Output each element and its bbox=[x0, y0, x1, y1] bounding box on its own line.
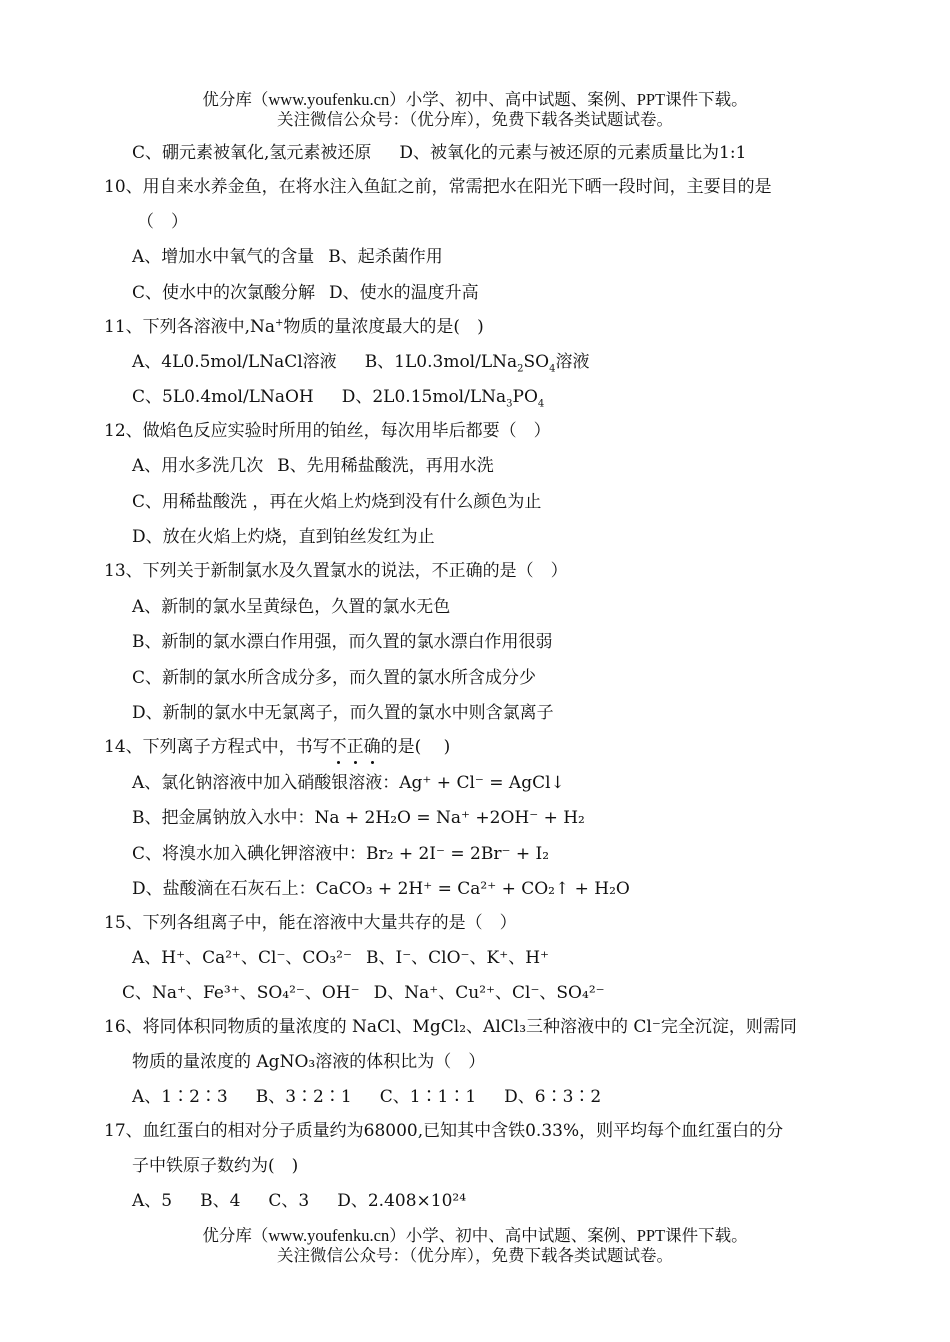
q13-option-d: D、新制的氯水中无氯离子，而久置的氯水中则含氯离子 bbox=[132, 703, 554, 723]
q15-option-b: B、I⁻、ClO⁻、K⁺、H⁺ bbox=[365, 948, 549, 968]
q10-option-c: C、使水中的次氯酸分解 bbox=[132, 283, 316, 303]
footer-line-1: 优分库（www.youfenku.cn）小学、初中、高中试题、案例、PPT课件下载。 bbox=[202, 1226, 748, 1245]
q15-option-c: C、Na⁺、Fe³⁺、SO₄²⁻、OH⁻ bbox=[122, 983, 360, 1003]
emphasis-dot: 不 bbox=[329, 737, 347, 757]
q16-stem-line-1: 16、将同体积同物质的量浓度的 NaCl、MgCl₂、AlCl₃三种溶液中的 Cl⁻完全沉淀，则需同 bbox=[104, 1017, 797, 1037]
q10-stem: 10、用自来水养金鱼，在将水注入鱼缸之前，常需把水在阳光下晒一段时间，主要目的是 bbox=[104, 177, 772, 197]
q9-option-c: C、硼元素被氧化,氢元素被还原 bbox=[132, 143, 372, 163]
q17-option-d: D、2.408×10²⁴ bbox=[337, 1191, 467, 1211]
q17-option-c: C、3 bbox=[268, 1191, 310, 1211]
q16-option-d: D、6∶3∶2 bbox=[504, 1087, 602, 1107]
q12-option-a: A、用水多洗几次 bbox=[132, 456, 264, 476]
q16-option-b: B、3∶2∶1 bbox=[255, 1087, 352, 1107]
q10-option-a: A、增加水中氧气的含量 bbox=[132, 247, 315, 267]
q17-stem-line-2: 子中铁原子数约为( ) bbox=[132, 1156, 299, 1176]
q10-option-b: B、起杀菌作用 bbox=[328, 247, 443, 267]
q10-paren: （ ） bbox=[137, 212, 188, 232]
q17-stem-line-1: 17、血红蛋白的相对分子质量约为68000,已知其中含铁0.33%，则平均每个血红蛋白的分 bbox=[104, 1121, 784, 1141]
q14-option-b: B、把金属钠放入水中：Na + 2H₂O = Na⁺ +2OH⁻ + H₂ bbox=[132, 808, 585, 828]
q11-options-ab bbox=[132, 351, 589, 373]
q16-option-c: C、1∶1∶1 bbox=[379, 1087, 477, 1107]
q16-stem-line-2: 物质的量浓度的 AgNO₃溶液的体积比为（ ） bbox=[132, 1052, 486, 1072]
q10-option-d: D、使水的温度升高 bbox=[329, 283, 479, 303]
q14-option-a: A、氯化钠溶液中加入硝酸银溶液：Ag⁺ + Cl⁻ = AgCl↓ bbox=[132, 773, 565, 793]
q12-options-ab bbox=[132, 455, 494, 477]
q15-option-a: A、H⁺、Ca²⁺、Cl⁻、CO₃²⁻ bbox=[132, 948, 352, 968]
q13-option-b: B、新制的氯水漂白作用强，而久置的氯水漂白作用很弱 bbox=[132, 632, 553, 652]
q12-stem: 12、做焰色反应实验时所用的铂丝，每次用毕后都要（ ） bbox=[104, 421, 551, 441]
header-line-2: 关注微信公众号：（优分库），免费下载各类试题试卷。 bbox=[277, 110, 673, 129]
emphasis-dot: 确 bbox=[363, 737, 381, 757]
q13-option-c: C、新制的氯水所含成分多，而久置的氯水所含成分少 bbox=[132, 668, 537, 688]
q14-stem: 14、下列离子方程式中，书写不正确的是( ) bbox=[104, 737, 451, 757]
q11-option-b: B、$1L0.3mol/LNa_2SO_4$溶液 bbox=[364, 352, 590, 375]
q9-option-d: D、被氧化的元素与被还原的元素质量比为1:1 bbox=[399, 143, 747, 163]
q11-option-c: C、5L0.4mol/LNaOH bbox=[132, 387, 314, 407]
q11-stem: 11、下列各溶液中,Na+物质的量浓度最大的是( ) bbox=[104, 317, 484, 337]
q16-options bbox=[132, 1086, 601, 1108]
q13-option-a: A、新制的氯水呈黄绿色，久置的氯水无色 bbox=[132, 597, 451, 617]
q12-option-d: D、放在火焰上灼烧，直到铂丝发红为止 bbox=[132, 527, 435, 547]
q11-option-a: A、4L0.5mol/LNaCl溶液 bbox=[132, 352, 337, 372]
q16-option-a: A、1∶2∶3 bbox=[132, 1087, 228, 1107]
q13-stem: 13、下列关于新制氯水及久置氯水的说法，不正确的是（ ） bbox=[104, 561, 568, 581]
q10-options-cd bbox=[132, 282, 479, 304]
q15-stem: 15、下列各组离子中，能在溶液中大量共存的是（ ） bbox=[104, 913, 517, 933]
q15-option-d: D、Na⁺、Cu²⁺、Cl⁻、SO₄²⁻ bbox=[373, 983, 605, 1003]
q12-option-b: B、先用稀盐酸洗，再用水洗 bbox=[277, 456, 494, 476]
q11-options-cd bbox=[132, 386, 544, 408]
q11-option-d: D、$2L0.15mol/LNa_3PO_4$ bbox=[341, 387, 545, 410]
header-line-1: 优分库（www.youfenku.cn）小学、初中、高中试题、案例、PPT课件下载。 bbox=[202, 90, 748, 109]
emphasis-dot: 正 bbox=[346, 737, 364, 757]
q17-option-a: A、5 bbox=[132, 1191, 173, 1211]
q9-options bbox=[132, 142, 746, 164]
q15-options-ab bbox=[132, 947, 549, 969]
q15-options-cd bbox=[122, 982, 605, 1004]
q14-option-d: D、盐酸滴在石灰石上：CaCO₃ + 2H⁺ = Ca²⁺ + CO₂↑ + H₂O bbox=[132, 879, 630, 899]
q14-option-c: C、将溴水加入碘化钾溶液中：Br₂ + 2I⁻ = 2Br⁻ + I₂ bbox=[132, 844, 550, 864]
q10-options-ab bbox=[132, 246, 443, 268]
q17-options bbox=[132, 1190, 466, 1212]
q12-option-c: C、用稀盐酸洗 ，再在火焰上灼烧到没有什么颜色为止 bbox=[132, 492, 542, 512]
q17-option-b: B、4 bbox=[200, 1191, 241, 1211]
footer-line-2: 关注微信公众号：（优分库），免费下载各类试题试卷。 bbox=[277, 1246, 673, 1265]
